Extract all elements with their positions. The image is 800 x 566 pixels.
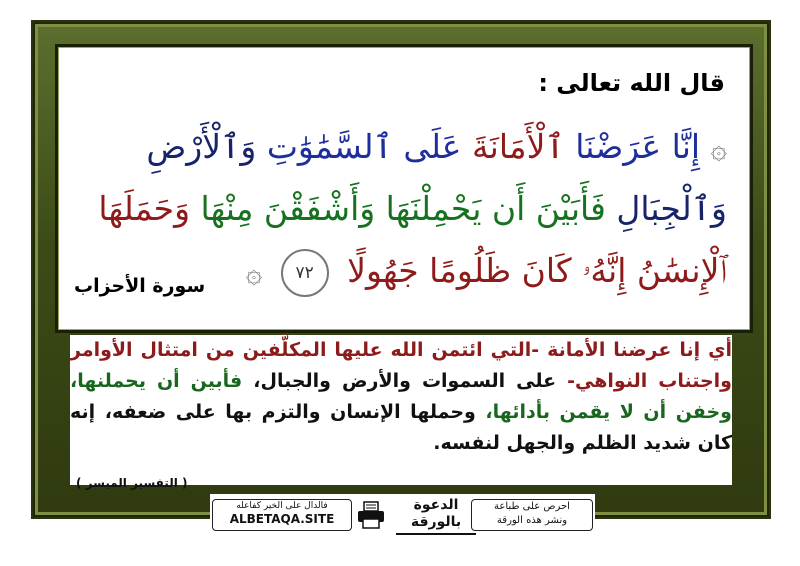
verse-line-2 xyxy=(72,185,727,233)
verse-segment: وَٱلْجِبَالِ xyxy=(616,189,727,228)
website-box xyxy=(212,499,352,531)
tafsir-paragraph xyxy=(70,335,732,485)
verse-panel xyxy=(64,53,737,317)
verse-segment: وَأَشْفَقْنَ مِنْهَا xyxy=(200,189,376,228)
tafsir-segment: على السموات والأرض والجبال، xyxy=(253,370,557,392)
website-link[interactable]: ALBETAQA.SITE xyxy=(229,512,335,526)
intro-heading: قال الله تعالى : xyxy=(538,69,725,97)
verse-segment: وَحَمَلَهَا xyxy=(98,189,191,228)
tafsir-segment: فأبين أن يحملنها، وخفن أن لا يقمن بأدائها، xyxy=(70,370,732,423)
verse-segment: عَلَى ٱلسَّمَٰوَٰتِ xyxy=(266,127,462,166)
print-reminder-line: احرص على طباعة xyxy=(494,501,570,512)
dawa-logo xyxy=(396,497,476,535)
website-slogan: فالدال على الخير كفاعله xyxy=(236,501,328,511)
tafsir-segment: وحملها الإنسان والتزم بها على ضعفه، إنه كان شديد الظلم والجهل لنفسه. xyxy=(70,401,732,454)
verse-segment: ٱلْأَمَانَةَ xyxy=(471,127,565,166)
verse-segment: فَأَبَيْنَ أَن يَحْمِلْنَهَا xyxy=(385,189,606,228)
logo-line: الدعوة xyxy=(413,497,459,513)
ornament-right-icon: ۞ xyxy=(710,132,727,165)
verse-segment: ٱلْإِنسَٰنُ إِنَّهُۥ كَانَ ظَلُومًا جَهُولًا xyxy=(347,251,727,290)
verse-segment: إِنَّا عَرَضْنَا xyxy=(575,127,701,166)
tafsir-source: ( التفسير الميسر ) xyxy=(76,476,188,490)
printer-icon xyxy=(356,500,386,530)
ayah-number-badge: ٧٢ xyxy=(281,249,329,297)
print-reminder-box xyxy=(471,499,593,531)
sura-name: سورة الأحزاب xyxy=(74,275,206,297)
print-reminder-line: ونشر هذه الورقة xyxy=(496,515,568,526)
verse-line-1 xyxy=(72,123,727,173)
footer-bar xyxy=(210,494,595,536)
tafsir-segment: أي إنا عرضنا الأمانة -التي ائتمن الله عليها المكلَّفين من امتثال الأوامر واجتناب النواهي- xyxy=(70,339,732,392)
logo-line: بالورقة xyxy=(410,514,462,530)
verse-segment: وَٱلْأَرْضِ xyxy=(146,127,257,166)
ornament-left-icon: ۞ xyxy=(245,256,263,289)
